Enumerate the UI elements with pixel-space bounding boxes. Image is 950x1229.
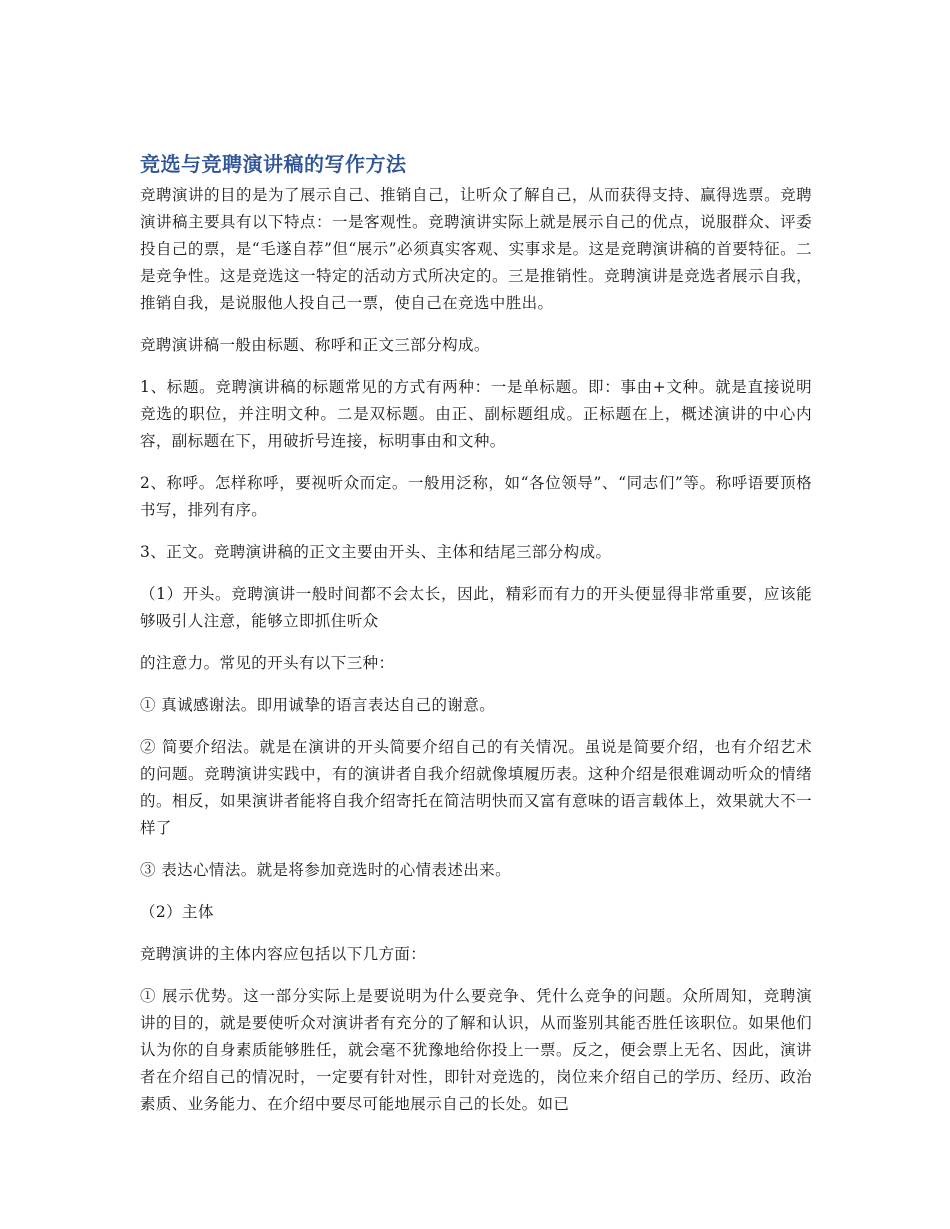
paragraph-salutation-section: 2、称呼。怎样称呼，要视听众而定。一般用泛称，如“各位领导”、“同志们”等。称呼语要顶格书写，排列有序。 [140,474,812,519]
document-body [140,150,812,1133]
paragraph-method-thanks: ① 真诚感谢法。即用诚挚的语言表达自己的谢意。 [140,696,496,714]
paragraph-intro: 竞聘演讲的目的是为了展示自己、推销自己，让听众了解自己，从而获得支持、赢得选票。竞聘演讲稿主要具有以下特点：一是客观性。竞聘演讲实际上就是展示自己的优点，说服群众、评委投自己的票，是“毛遂自荐”但“展示”必须真实客观、实事求是。这是竞聘演讲稿的首要特征。二是竞争性。这是竞选这一特定的活动方式所决定的。三是推销性。竞聘演讲是竞选者展示自我，推销自我，是说服他人投自己一票，使自己在竞选中胜出。 [140,186,812,312]
paragraph-show-strengths: ① 展示优势。这一部分实际上是要说明为什么要竞争、凭什么竞争的问题。众所周知，竞聘演讲的目的，就是要使听众对演讲者有充分的了解和认识，从而鉴别其能否胜任该职位。如果他们认为你的自身素质能够胜任，就会毫不犹豫地给你投上一票。反之，便会票上无名、因此，演讲者在介绍自己的情况时，一定要有针对性，即针对竞选的，岗位来介绍自己的学历、经历、政治素质、业务能力、在介绍中要尽可能地展示自己的长处。如已 [140,987,812,1113]
document-title: 竞选与竞聘演讲稿的写作方法 [140,152,407,176]
paragraph-method-feelings: ③ 表达心情法。就是将参加竞选时的心情表述出来。 [140,861,512,879]
paragraph-structure: 竞聘演讲稿一般由标题、称呼和正文三部分构成。 [140,336,490,354]
paragraph-method-intro: ② 简要介绍法。就是在演讲的开头简要介绍自己的有关情况。虽说是简要介绍，也有介绍艺术的问题。竞聘演讲实践中，有的演讲者自我介绍就像填履历表。这种介绍是很难调动听众的情绪的。相反，如果演讲者能将自我介绍寄托在简洁明快而又富有意味的语言载体上，效果就大不一样了 [140,738,812,837]
paragraph-main-intro: 竞聘演讲的主体内容应包括以下几方面： [140,945,427,963]
paragraph-body-section: 3、正文。竞聘演讲稿的正文主要由开头、主体和结尾三部分构成。 [140,543,612,561]
paragraph-main-heading: （2）主体 [140,903,214,921]
paragraph-title-section: 1、标题。竞聘演讲稿的标题常见的方式有两种：一是单标题。即：事由+文种。就是直接说明竞选的职位，并注明文种。二是双标题。由正、副标题组成。正标题在上，概述演讲的中心内容，副标题在下，用破折号连接，标明事由和文种。 [140,378,812,450]
paragraph-opening: （1）开头。竞聘演讲一般时间都不会太长，因此，精彩而有力的开头便显得非常重要，应该能够吸引人注意，能够立即抓住听众 [140,585,812,630]
paragraph-opening-cont: 的注意力。常见的开头有以下三种： [140,654,395,672]
